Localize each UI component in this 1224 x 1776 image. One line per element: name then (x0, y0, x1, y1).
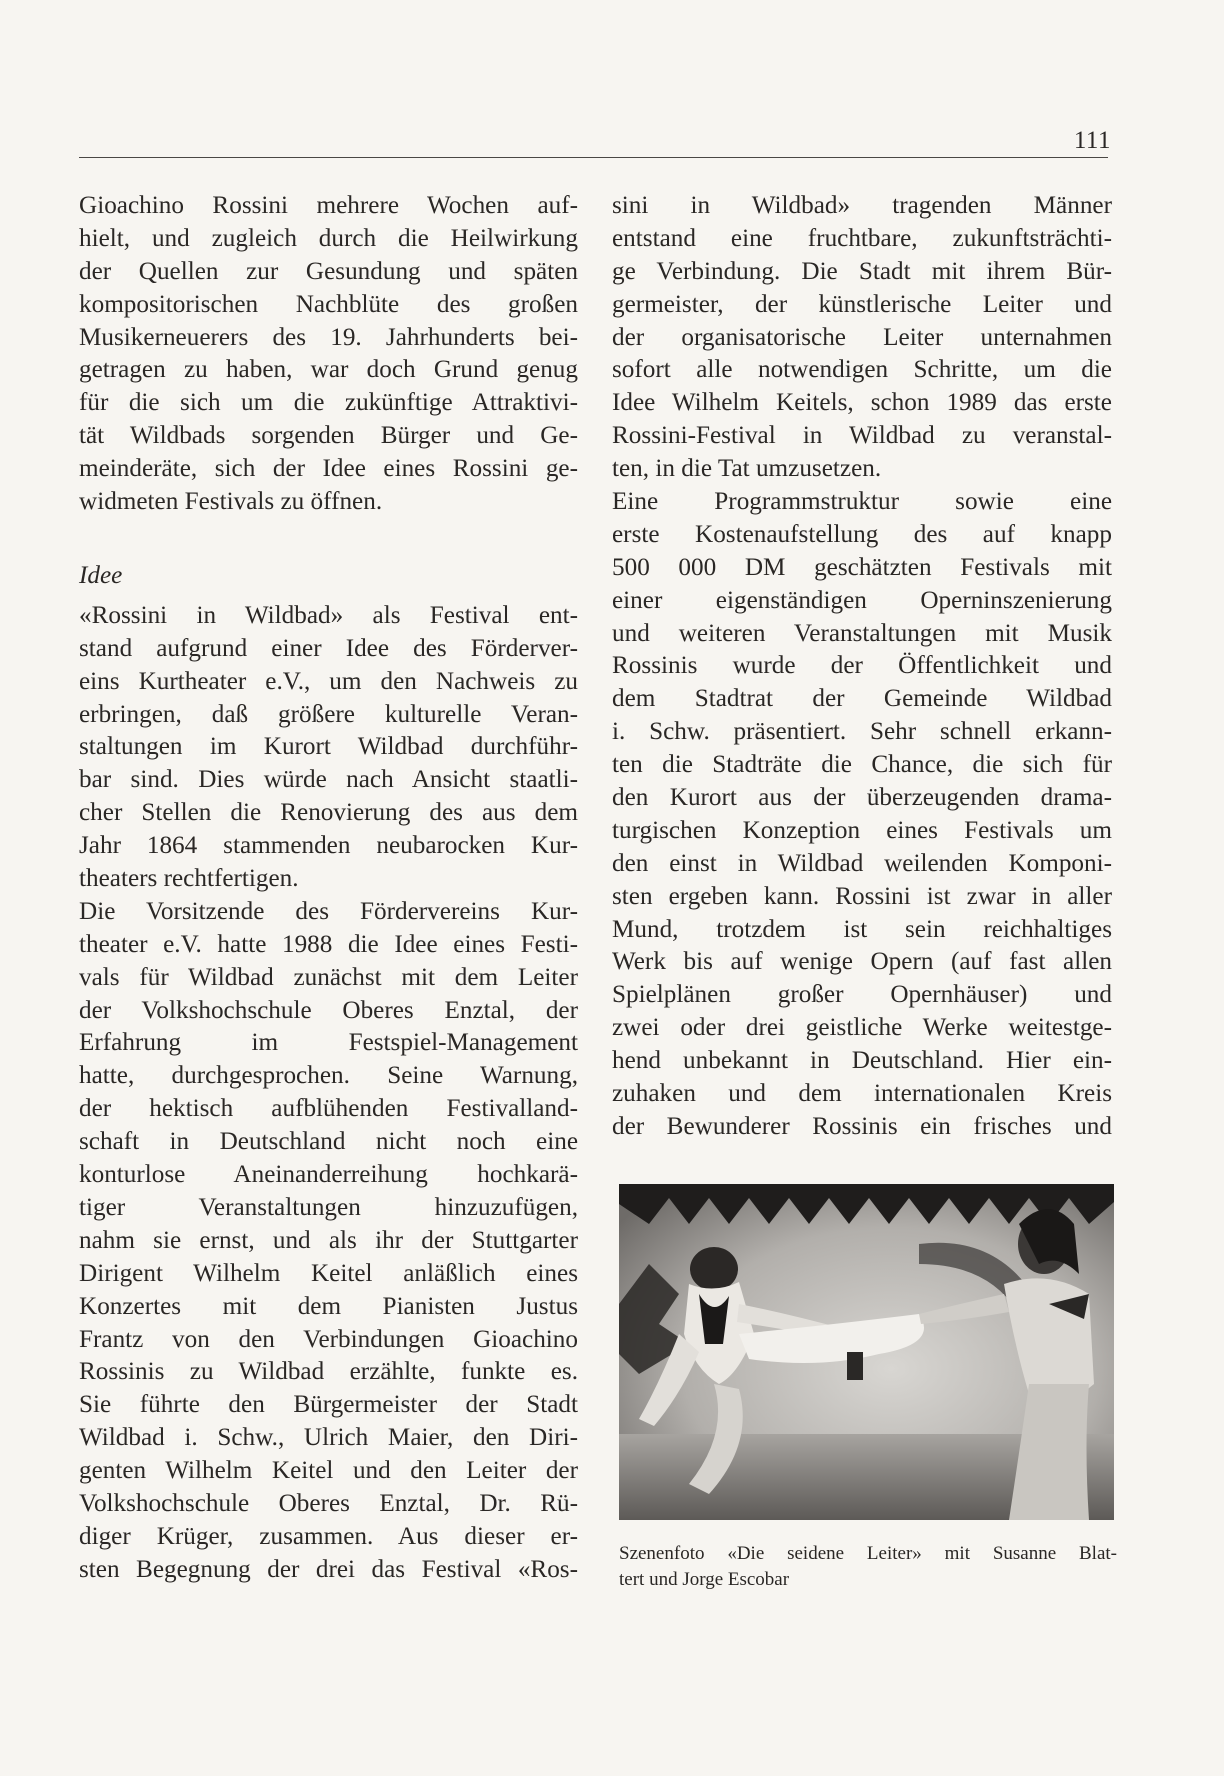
text-line: genten Wilhelm Keitel und den Leiter der (79, 1457, 578, 1485)
right-paragraph-1 (612, 190, 1112, 486)
scene-photo-illustration (619, 1184, 1114, 1520)
text-line: kompositorischen Nachblüte des großen (79, 290, 578, 318)
text-line: der Volkshochschule Oberes Enztal, der (79, 996, 578, 1024)
text-line: ten die Stadträte die Chance, die sich für (612, 751, 1112, 779)
text-line: nahm sie ernst, und als ihr der Stuttgarter (79, 1226, 578, 1254)
text-line: stand aufgrund einer Idee des Förderver- (79, 634, 578, 662)
text-line: Eine Programmstruktur sowie eine (612, 488, 1112, 516)
text-line: germeister, der künstlerische Leiter und (612, 290, 1112, 318)
left-paragraph-1 (79, 190, 578, 519)
text-line: Musikerneuerers des 19. Jahrhunderts bei- (79, 323, 578, 351)
caption-line: tert und Jorge Escobar (619, 1569, 790, 1590)
text-line: Rossinis wurde der Öffentlichkeit und (612, 652, 1112, 680)
text-line: theaters rechtfertigen. (79, 865, 299, 893)
text-line: Jahr 1864 stammenden neubarocken Kur- (79, 832, 578, 860)
text-line: Dirigent Wilhelm Keitel anläßlich eines (79, 1259, 578, 1287)
text-line: und weiteren Veranstaltungen mit Musik (612, 619, 1112, 647)
text-line: den Kurort aus der überzeugenden drama- (612, 784, 1112, 812)
page-number: 111 (1073, 127, 1111, 154)
text-line: Gioachino Rossini mehrere Wochen auf- (79, 192, 578, 219)
text-line: «Rossini in Wildbad» als Festival ent- (79, 601, 578, 629)
text-line: Mund, trotzdem ist sein reichhaltiges (612, 915, 1112, 943)
text-line: erbringen, daß größere kulturelle Veran- (79, 700, 578, 728)
text-line: tiger Veranstaltungen hinzuzufügen, (79, 1193, 578, 1221)
text-line: den einst in Wildbad weilenden Komponi- (612, 849, 1112, 877)
text-line: hielt, und zugleich durch die Heilwirkung (79, 224, 578, 252)
text-line: ten, in die Tat umzusetzen. (612, 455, 882, 483)
text-line: Frantz von den Verbindungen Gioachino (79, 1325, 578, 1353)
text-line: Rossinis zu Wildbad erzählte, funkte es. (79, 1358, 578, 1386)
text-line: einer eigenständigen Operninszenierung (612, 586, 1112, 614)
text-line: vals für Wildbad zunächst mit dem Leiter (79, 963, 578, 991)
text-line: der hektisch aufblühenden Festivalland- (79, 1095, 578, 1123)
scene-photo (619, 1184, 1114, 1520)
text-line: entstand eine fruchtbare, zukunftsträchti- (612, 224, 1112, 252)
text-line: hatte, durchgesprochen. Seine Warnung, (79, 1062, 578, 1090)
text-line: Wildbad i. Schw., Ulrich Maier, den Diri- (79, 1424, 578, 1452)
text-line: der Bewunderer Rossinis ein frisches und (612, 1112, 1112, 1140)
photo-caption (619, 1541, 1117, 1593)
text-line: dem Stadtrat der Gemeinde Wildbad (612, 685, 1112, 713)
text-line: Idee Wilhelm Keitels, schon 1989 das erste (612, 389, 1112, 417)
text-line: erste Kostenaufstellung des auf knapp (612, 520, 1112, 548)
text-line: cher Stellen die Renovierung des aus dem (79, 799, 578, 827)
text-line: 500 000 DM geschätzten Festivals mit (612, 553, 1112, 581)
text-line: bar sind. Dies würde nach Ansicht staatli- (79, 766, 578, 794)
text-line: Erfahrung im Festspiel-Management (79, 1029, 578, 1057)
text-line: staltungen im Kurort Wildbad durchführ- (79, 733, 578, 761)
left-paragraph-2 (79, 600, 578, 896)
text-line: Werk bis auf wenige Opern (auf fast allen (612, 948, 1112, 976)
left-column (79, 190, 578, 1587)
text-line: diger Krüger, zusammen. Aus dieser er- (79, 1522, 578, 1550)
text-line: Spielplänen großer Opernhäuser) und (612, 981, 1112, 1009)
text-line: Sie führte den Bürgermeister der Stadt (79, 1391, 578, 1419)
section-gap (79, 519, 578, 560)
text-line: theater e.V. hatte 1988 die Idee eines Festi- (79, 930, 578, 958)
text-line: Konzertes mit dem Pianisten Justus (79, 1292, 578, 1320)
text-line: zuhaken und dem internationalen Kreis (612, 1080, 1112, 1108)
text-line: ge Verbindung. Die Stadt mit ihrem Bür- (612, 257, 1112, 285)
section-heading: Idee (79, 561, 123, 589)
text-line: sini in Wildbad» tragenden Männer (612, 192, 1112, 219)
text-line: für die sich um die zukünftige Attraktivi- (79, 389, 578, 417)
text-line: der organisatorische Leiter unternahmen (612, 323, 1112, 351)
text-line: Rossini-Festival in Wildbad zu veranstal- (612, 422, 1112, 450)
text-line: i. Schw. präsentiert. Sehr schnell erkann- (612, 718, 1112, 746)
text-line: meinderäte, sich der Idee eines Rossini ge- (79, 455, 578, 483)
caption-line: Szenenfoto «Die seidene Leiter» mit Susanne Blat- (619, 1543, 1117, 1564)
text-line: tät Wildbads sorgenden Bürger und Ge- (79, 422, 578, 450)
right-column (612, 190, 1112, 1144)
text-line: sten ergeben kann. Rossini ist zwar in aller (612, 882, 1112, 910)
right-paragraph-2 (612, 486, 1112, 1144)
text-line: schaft in Deutschland nicht noch eine (79, 1128, 578, 1156)
text-line: turgischen Konzeption eines Festivals um (612, 816, 1112, 844)
text-line: sofort alle notwendigen Schritte, um die (612, 356, 1112, 384)
text-line: sten Begegnung der drei das Festival «Ros- (79, 1555, 578, 1583)
text-line: Volkshochschule Oberes Enztal, Dr. Rü- (79, 1489, 578, 1517)
text-line: zwei oder drei geistliche Werke weitestge- (612, 1014, 1112, 1042)
left-paragraph-3 (79, 896, 578, 1587)
header-rule (79, 157, 1108, 158)
text-line: widmeten Festivals zu öffnen. (79, 488, 383, 516)
text-line: hend unbekannt in Deutschland. Hier ein- (612, 1047, 1112, 1075)
text-line: der Quellen zur Gesundung und späten (79, 257, 578, 285)
text-line: eins Kurtheater e.V., um den Nachweis zu (79, 667, 578, 695)
text-line: konturlose Aneinanderreihung hochkarä- (79, 1161, 578, 1189)
text-line: getragen zu haben, war doch Grund genug (79, 356, 578, 384)
text-line: Die Vorsitzende des Fördervereins Kur- (79, 897, 578, 925)
